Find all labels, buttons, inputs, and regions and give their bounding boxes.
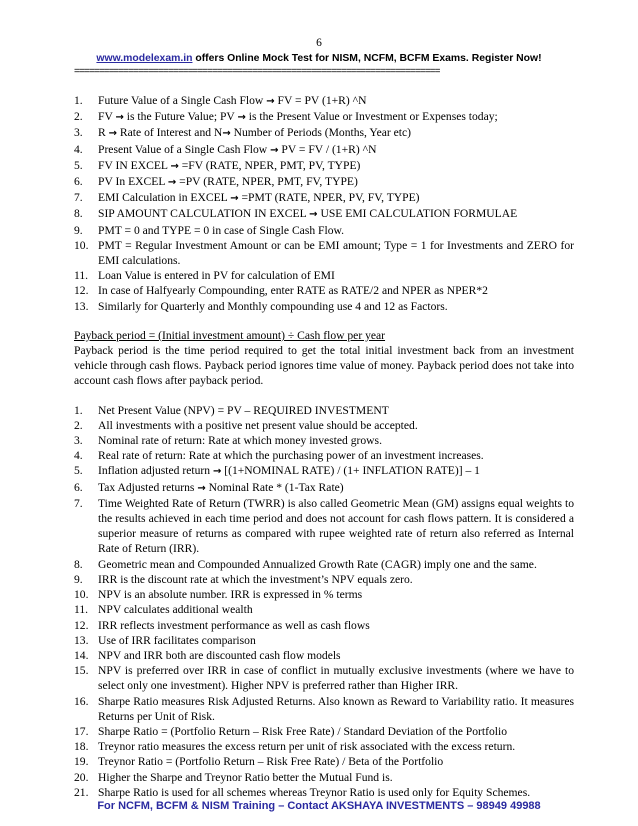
list-item (74, 403, 574, 418)
list-item-text: Sharpe Ratio = (Portfolio Return – Risk Free Rate) / Standard Deviation of the Portfolio (98, 724, 508, 738)
list-item-text: IRR reflects investment performance as well as cash flows (98, 618, 370, 632)
list-item (74, 283, 574, 298)
list-item-text: Sharpe Ratio is used for all schemes whereas Treynor Ratio is used only for Equity Schemes. (98, 785, 531, 799)
list-item-number: 12. (74, 618, 89, 632)
list-item-text: Treynor Ratio = (Portfolio Return – Risk Free Rate) / Beta of the Portfolio (98, 755, 444, 769)
list-item (74, 496, 574, 557)
header-banner (0, 52, 638, 66)
list-item-number: 9. (74, 572, 83, 586)
list-item-number: 12. (74, 284, 89, 298)
list-item-number: 20. (74, 770, 89, 784)
list-item-number: 2. (74, 110, 83, 124)
list-item (74, 663, 574, 693)
list-item-number: 6. (74, 175, 83, 189)
payback-paragraph: Payback period is the time period required to get the total initial investment back from an investment vehicle through cash flows. Payback period ignores time value of money. Payback period does not take into account cash flows after payback period. (74, 344, 574, 388)
list-item (74, 238, 574, 268)
list-item-number: 16. (74, 694, 89, 708)
list-item (74, 268, 574, 283)
list-item-text: Nominal rate of return: Rate at which money invested grows. (98, 434, 382, 448)
arrow-icon: → (266, 96, 275, 107)
list-item-text: FV → is the Future Value; PV → is the Present Value or Investment or Expenses today; (98, 110, 498, 124)
website-link[interactable]: www.modelexam.in (96, 53, 193, 64)
list-item-text: NPV is preferred over IRR in case of conflict in mutually exclusive investments (where we have to select only one investment). Higher NPV is preferred rather than Higher IRR. (98, 664, 574, 693)
list-item-number: 8. (74, 557, 83, 571)
arrow-icon: → (237, 112, 246, 124)
formula-list (74, 93, 574, 314)
list-item-text: NPV is an absolute number. IRR is expressed in % terms (98, 588, 363, 602)
arrow-icon: → (197, 482, 206, 494)
list-item-text: Present Value of a Single Cash Flow → PV = FV / (1+R) ^N (98, 142, 377, 156)
list-item (74, 633, 574, 648)
page-number: 6 (316, 37, 322, 49)
list-item (74, 480, 574, 496)
list-item-number: 3. (74, 434, 83, 448)
list-item-text: Net Present Value (NPV) = PV – REQUIRED INVESTMENT (98, 403, 389, 417)
list-item-text: Geometric mean and Compounded Annualized Growth Rate (CAGR) imply one and the same. (98, 557, 537, 571)
arrow-icon: → (115, 112, 124, 124)
list-item-text: PMT = 0 and TYPE = 0 in case of Single Cash Flow. (98, 223, 345, 237)
list-item-number: 17. (74, 724, 89, 738)
arrow-icon: → (309, 209, 318, 221)
list-item-text: NPV calculates additional wealth (98, 603, 253, 617)
list-item-text: IRR is the discount rate at which the investment’s NPV equals zero. (98, 572, 413, 586)
list-item-number: 21. (74, 785, 89, 799)
list-item (74, 190, 574, 206)
list-item-text: All investments with a positive net present value should be accepted. (98, 418, 418, 432)
list-item (74, 754, 574, 769)
list-item (74, 572, 574, 587)
separator-line: ========================================================================== (74, 66, 440, 77)
list-item (74, 418, 574, 433)
list-item (74, 557, 574, 572)
list-item-number: 10. (74, 588, 89, 602)
arrow-icon: → (167, 177, 177, 189)
list-item-number: 5. (74, 464, 83, 478)
list-item-number: 10. (74, 238, 89, 252)
list-item-number: 4. (74, 449, 83, 463)
list-item-text: R → Rate of Interest and N→ Number of Periods (Months, Year etc) (98, 126, 412, 140)
list-item (74, 299, 574, 314)
list-item (74, 158, 574, 174)
list-item-text: Future Value of a Single Cash Flow → FV = PV (1+R) ^N (98, 94, 367, 107)
list-item-number: 11. (74, 603, 89, 617)
arrow-icon: → (212, 466, 222, 478)
list-item-text: Use of IRR facilitates comparison (98, 633, 256, 647)
list-item-number: 1. (74, 403, 83, 417)
list-item (74, 724, 574, 739)
list-item-text: Time Weighted Rate of Return (TWRR) is also called Geometric Mean (GM) assigns equal weights to the results achieved in each time period and does not account for cash flows pattern. It is considered a superior measure of returns as compared with rupee weighted rate of return also referred as Internal Rate of Return (IRR). (98, 496, 574, 556)
list-item-text: Inflation adjusted return → [(1+NOMINAL RATE) / (1+ INFLATION RATE)] – 1 (98, 464, 480, 478)
list-item (74, 109, 574, 125)
list-item (74, 739, 574, 754)
list-item-text: FV IN EXCEL → =FV (RATE, NPER, PMT, PV, TYPE) (98, 158, 361, 172)
list-item (74, 587, 574, 602)
list-item-number: 13. (74, 299, 89, 313)
list-item (74, 648, 574, 663)
list-item-number: 15. (74, 664, 89, 678)
list-item-number: 4. (74, 142, 83, 156)
list-item (74, 433, 574, 448)
list-item (74, 770, 574, 785)
list-item-number: 14. (74, 648, 89, 662)
list-item-number: 7. (74, 191, 83, 205)
list-item-number: 19. (74, 755, 89, 769)
list-item-text: NPV and IRR both are discounted cash flow models (98, 648, 341, 662)
list-item-text: Treynor ratio measures the excess return per unit of risk associated with the excess return. (98, 740, 516, 754)
list-item (74, 174, 574, 190)
list-item-text: Loan Value is entered in PV for calculation of EMI (98, 269, 335, 283)
list-item-text: PV In EXCEL → =PV (RATE, NPER, PMT, FV, TYPE) (98, 175, 358, 189)
list-item-text: In case of Halfyearly Compounding, enter RATE as RATE/2 and NPER as NPER*2 (98, 284, 488, 298)
list-item-number: 3. (74, 126, 83, 140)
list-item-number: 8. (74, 207, 83, 221)
list-item-number: 7. (74, 496, 83, 510)
list-item-text: Higher the Sharpe and Treynor Ratio better the Mutual Fund is. (98, 770, 393, 784)
main-content (74, 93, 574, 800)
arrow-icon: → (230, 193, 239, 205)
list-item-text: Real rate of return: Rate at which the purchasing power of an investment increases. (98, 449, 484, 463)
list-item (74, 93, 574, 109)
list-item-text: Sharpe Ratio measures Risk Adjusted Returns. Also known as Reward to Variability ratio. It measures Returns per Unit of Risk. (98, 694, 574, 723)
list-item (74, 785, 574, 800)
list-item-text: SIP AMOUNT CALCULATION IN EXCEL → USE EMI CALCULATION FORMULAE (98, 207, 518, 221)
header-text: offers Online Mock Test for NISM, NCFM, BCFM Exams. Register Now! (192, 53, 542, 64)
arrow-icon: → (270, 144, 279, 156)
list-item (74, 448, 574, 463)
list-item (74, 142, 574, 158)
returns-list (74, 403, 574, 800)
list-item-number: 18. (74, 740, 89, 754)
list-item (74, 602, 574, 617)
list-item-number: 6. (74, 480, 83, 494)
list-item-number: 5. (74, 158, 83, 172)
list-item-number: 1. (74, 94, 83, 107)
list-item-number: 9. (74, 223, 83, 237)
list-item (74, 223, 574, 238)
list-item (74, 206, 574, 222)
list-item-number: 2. (74, 418, 83, 432)
list-item (74, 125, 574, 141)
list-item-text: EMI Calculation in EXCEL → =PMT (RATE, NPER, PV, FV, TYPE) (98, 191, 420, 205)
arrow-icon: → (170, 160, 179, 172)
list-item-number: 13. (74, 633, 89, 647)
list-item-number: 11. (74, 269, 89, 283)
arrow-icon: → (222, 128, 231, 140)
list-item-text: PMT = Regular Investment Amount or can be EMI amount; Type = 1 for Investments and ZERO for EMI calculations. (98, 238, 574, 268)
payback-formula: Payback period = (Initial investment amount) ÷ Cash flow per year (74, 328, 386, 342)
list-item (74, 463, 574, 479)
list-item-text: Similarly for Quarterly and Monthly compounding use 4 and 12 as Factors. (98, 299, 448, 313)
footer-contact: For NCFM, BCFM & NISM Training – Contact AKSHAYA INVESTMENTS – 98949 49988 (97, 800, 541, 812)
list-item-text: Tax Adjusted returns → Nominal Rate * (1-Tax Rate) (98, 480, 344, 494)
list-item (74, 694, 574, 724)
arrow-icon: → (108, 128, 118, 140)
list-item (74, 618, 574, 633)
